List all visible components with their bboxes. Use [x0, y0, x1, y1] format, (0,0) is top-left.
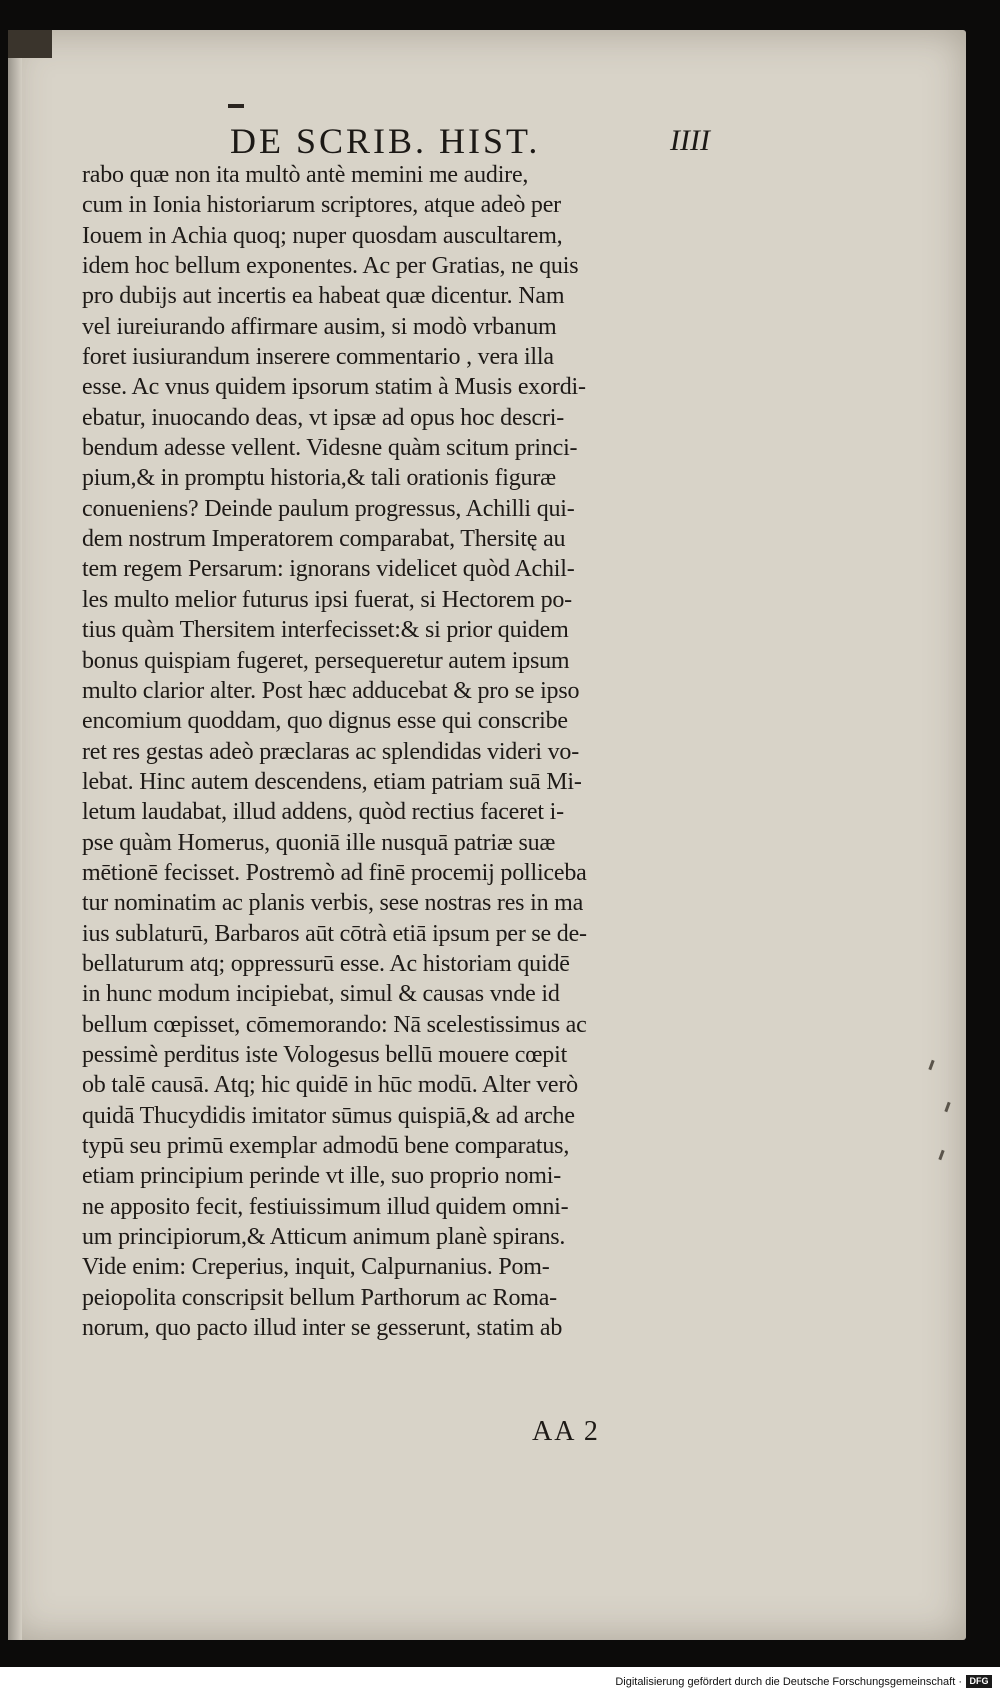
- text-line: foret iusiurandum inserere commentario , vera illa: [82, 344, 554, 371]
- page-number: IIII: [670, 124, 710, 157]
- text-line: conueniens? Deinde paulum progressus, Achilli qui-: [82, 495, 575, 522]
- running-head: [230, 120, 850, 160]
- text-line: typū seu primū exemplar admodū bene comparatus,: [82, 1133, 570, 1159]
- text-line: ob talē causā. Atq; hic quidē in hūc modū. Alter verò: [82, 1072, 578, 1099]
- funding-credit: Digitalisierung gefördert durch die Deutsche Forschungsgemeinschaft ·: [615, 1676, 962, 1688]
- dfg-logo: DFG: [966, 1675, 992, 1688]
- text-line: esse. Ac vnus quidem ipsorum statim à Musis exordi-: [82, 374, 586, 401]
- text-line: pro dubijs aut incertis ea habeat quæ dicentur. Nam: [82, 283, 565, 310]
- ornament-dash: [228, 104, 244, 108]
- text-line: multo clarior alter. Post hæc adducebat & pro se ipso: [82, 677, 580, 704]
- text-line: ius sublaturū, Barbaros aūt cōtrà etiā ipsum per se de-: [82, 920, 587, 947]
- text-line: in hunc modum incipiebat, simul & causas vnde id: [82, 981, 560, 1008]
- signature-mark: AA 2: [532, 1416, 600, 1447]
- text-line: pse quàm Homerus, quoniā ille nusquā patriæ suæ: [82, 829, 556, 856]
- text-line: letum laudabat, illud addens, quòd rectius faceret i-: [82, 799, 564, 826]
- text-line: tur nominatim ac planis verbis, sese nostras res in ma: [82, 890, 584, 917]
- text-line: bellum cœpisset, cōmemorando: Nā scelestissimus ac: [82, 1011, 587, 1038]
- page-corner-tab: [8, 30, 52, 58]
- text-line: dem nostrum Imperatorem comparabat, Thersitę au: [82, 526, 566, 553]
- text-line: ne apposito fecit, festiuissimum illud quidem omni-: [82, 1193, 569, 1220]
- text-line: bendum adesse vellent. Videsne quàm scitum princi-: [82, 435, 578, 462]
- text-line: bonus quispiam fugeret, persequeretur autem ipsum: [82, 647, 570, 674]
- digitization-footer: [0, 1667, 1000, 1693]
- text-line: encomium quoddam, quo dignus esse qui conscribe: [82, 708, 568, 735]
- text-line: mētionē fecisset. Postremò ad finē procemij polliceba: [82, 859, 587, 886]
- text-line: um principiorum,& Atticum animum planè spirans.: [82, 1224, 566, 1251]
- text-line: ebatur, inuocando deas, vt ipsæ ad opus hoc descri-: [82, 404, 565, 431]
- text-line: tem regem Persarum: ignorans videlicet quòd Achil-: [82, 556, 575, 583]
- text-line: etiam principium perinde vt ille, suo proprio nomi-: [82, 1163, 562, 1190]
- text-line: rabo quæ non ita multò antè memini me audire,: [82, 162, 529, 188]
- text-line: vel iureiurando affirmare ausim, si modò vrbanum: [82, 313, 557, 340]
- text-line: peiopolita conscripsit bellum Parthorum ac Roma-: [82, 1284, 557, 1311]
- text-line: ret res gestas adeò præclaras ac splendidas videri vo-: [82, 738, 580, 765]
- text-line: bellaturum atq; oppressurū esse. Ac historiam quidē: [82, 950, 570, 977]
- text-line: Iouem in Achia quoq; nuper quosdam auscultarem,: [82, 222, 563, 249]
- text-line: idem hoc bellum exponentes. Ac per Gratias, ne quis: [82, 253, 579, 280]
- text-line: cum in Ionia historiarum scriptores, atque adeò per: [82, 192, 561, 219]
- text-line: quidā Thucydidis imitator sūmus quispiā,& ad arche: [82, 1102, 575, 1129]
- text-line: tius quàm Thersitem interfecisset:& si prior quidem: [82, 617, 569, 644]
- body-text: [82, 160, 732, 1343]
- text-line: les multo melior futurus ipsi fuerat, si Hectorem po-: [82, 586, 572, 613]
- text-line: pessimè perditus iste Vologesus bellū mouere cœpit: [82, 1041, 568, 1068]
- page-gutter-shadow: [8, 30, 22, 1640]
- running-head-title: DE SCRIB. HIST.: [230, 121, 541, 161]
- text-line: pium,& in promptu historia,& tali orationis figuræ: [82, 465, 556, 492]
- text-line: Vide enim: Creperius, inquit, Calpurnanius. Pom-: [82, 1254, 550, 1281]
- text-line: norum, quo pacto illud inter se gesserunt, statim ab: [82, 1315, 563, 1342]
- text-line: lebat. Hinc autem descendens, etiam patriam suā Mi-: [82, 768, 582, 795]
